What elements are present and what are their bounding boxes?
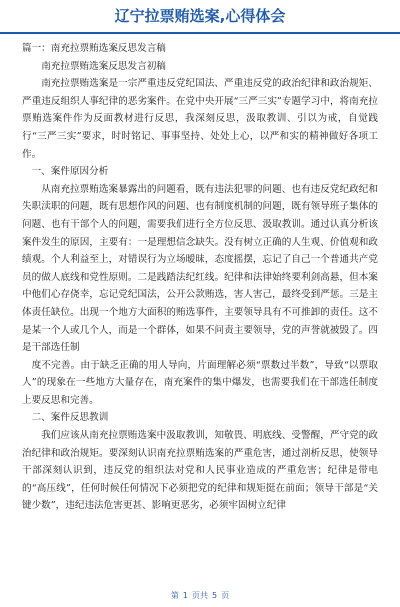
footer-prefix: 第 [170,591,179,600]
footer-middle: 页共 [192,591,208,600]
article-subheading: 南充拉票贿选案反思发言初稿 [41,60,166,72]
page-number-footer [0,590,400,601]
title-divider [0,32,400,34]
cause-paragraph: 从南充拉票贿选案暴露出的问题看，既有违法犯罪的问题、也有违反党纪政纪和失职渎职的问题，既有思想作风的问题、也有制度机制的问题，既有领导班子集体的问题、也有干部个人的问题，需要我们进行全方位反思、汲取教训。通过认真分析该案件发生的原因，主要有：一是理想信念缺失。没有树立正确的人生观、价值观和政绩观。个人利益至上，对错误行为立场暧昧，态度摇摆，忘记了自己一个普通共产党员的做人底线和党性原则。二是践踏法纪红线。纪律和法律始终要利剑高悬，但本案中他们心存侥幸，忘记党纪国法，公开公款贿选，害人害己，最终受到严惩。三是主体责任缺位。出现一个地方大面积的贿选事件，主要领导具有不可推卸的责任。这不是某一个人或几个人，而是一个群体，如果不问责主要领导，党的声誉就被毁了。四是干部选任制 [22,183,378,354]
document-title: 辽宁拉票贿选案,心得体会 [114,7,286,25]
lessons-paragraph: 我们应该从南充拉票贿选案中汲取教训，知敬畏、明底线、受警醒，严守党的政治纪律和政治规矩。要深刻认识南充拉票贿选案的严重危害，通过剖析反思，使领导干部深刻认识到，违反党的组织法对党和人民事业造成的严重危害；纪律是带电的“高压线”，任何时候任何情况下必须把党的纪律和规矩挺在前面；领导干部是“关键少数”，违纪违法危害更甚、影响更恶劣，必须牢固树立纪律 [22,430,378,512]
section-heading-lessons: 二、案件反思教训 [31,412,109,424]
article-heading: 篇一：南充拉票贿选案反思发言稿 [22,43,166,54]
footer-total-pages: 5 [212,591,218,600]
footer-current-page: 1 [182,591,188,600]
cause-paragraph-continued: 度不完善。由于缺乏正确的用人导向，片面理解必须“票数过半数”，导致“以票取人”的现象在一些地方大量存在，南充案件的集中爆发，也需要我们在干部选任制度上要反思和完善。 [22,359,378,406]
footer-suffix: 页 [221,591,230,600]
intro-paragraph: 南充拉票贿选案是一宗严重违反党纪国法、严重违反党的政治纪律和政治规矩、严重违反组织人事纪律的恶劣案件。在党中央开展“三严三实”专题学习中，将南充拉票贿选案件作为反面教材进行反思，我深刻反思，汲取教训、引以为戒，自觉践行“三严三实”要求，时时铭记、事事坚持、处处上心，以严和实的精神做好各项工作。 [22,78,378,160]
section-heading-cause: 一、案件原因分析 [31,166,109,178]
document-body [22,40,378,515]
